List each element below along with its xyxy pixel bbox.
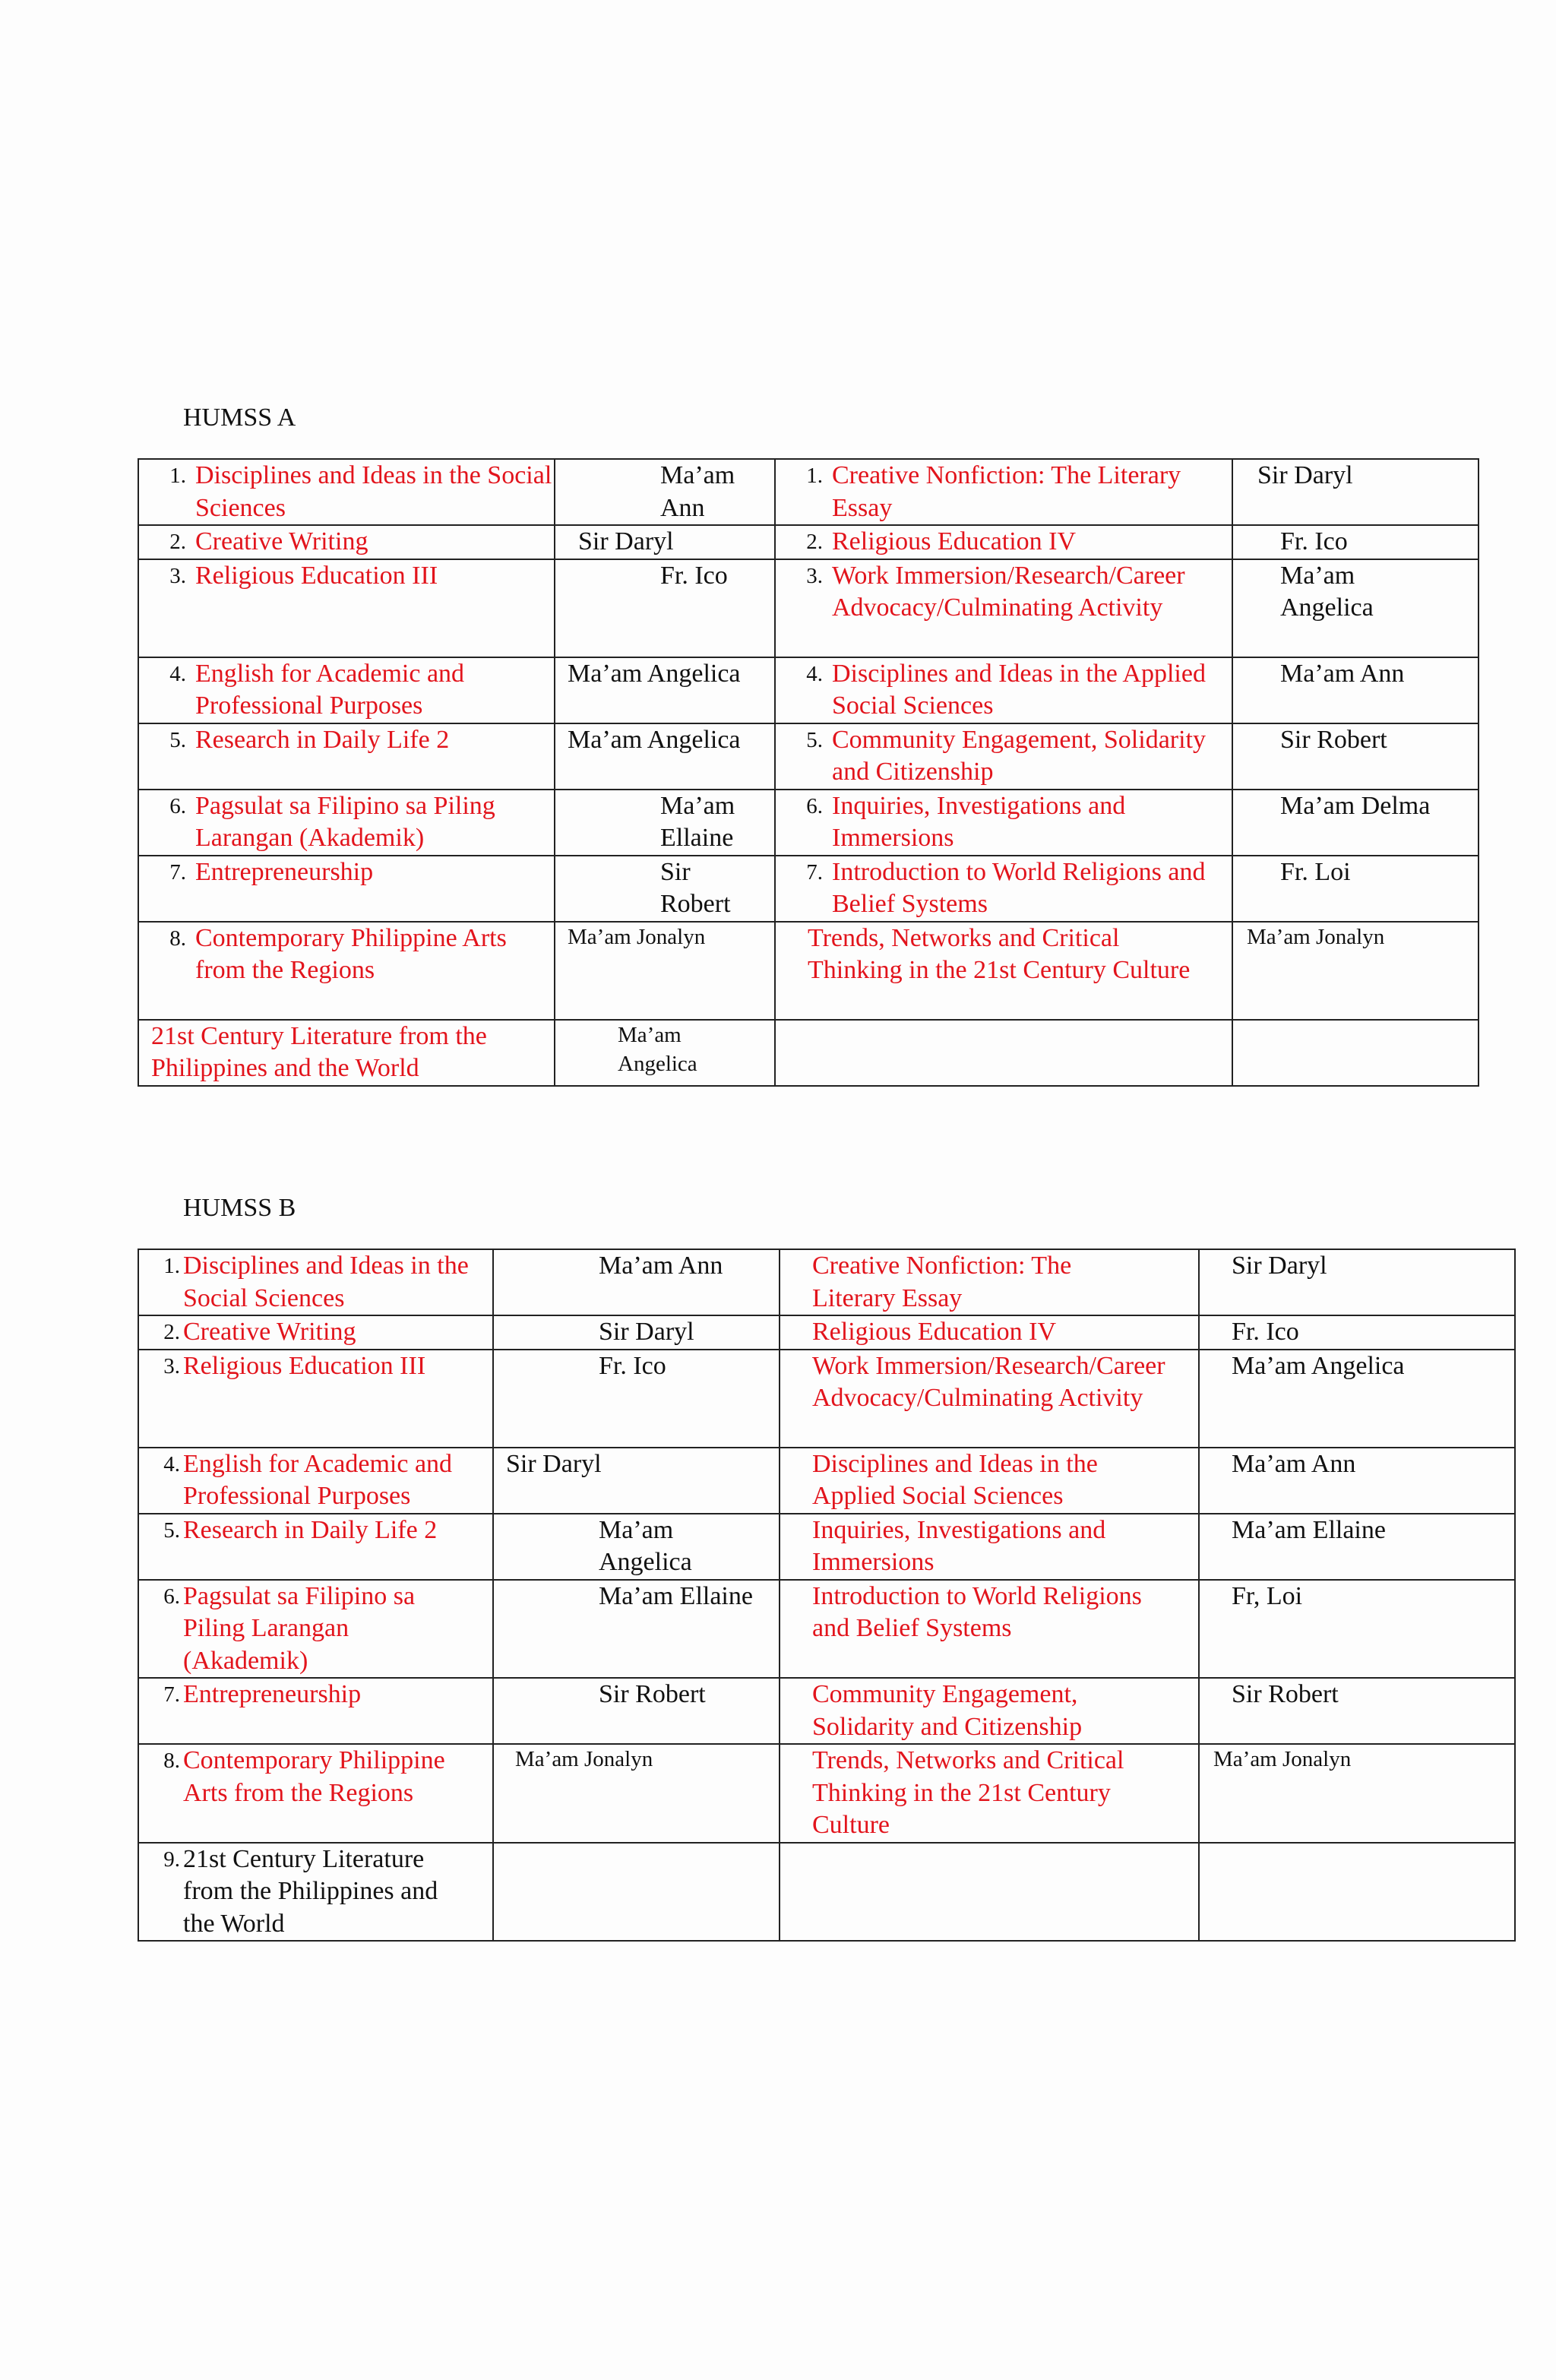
subject-name: Research in Daily Life 2: [183, 1515, 438, 1544]
table-row: [138, 1249, 1515, 1315]
subject-cell: 9. 21st Century Literature from the Philippines and the World: [138, 1843, 493, 1942]
humss-b-title: HUMSS B: [183, 1194, 296, 1222]
teacher-name: Ma’am Jonalyn: [1247, 924, 1385, 949]
teacher-name: Fr, Loi: [1232, 1581, 1303, 1610]
teacher-cell: [1232, 723, 1479, 790]
teacher-cell: [1232, 922, 1479, 1020]
subject-name: Research in Daily Life 2: [195, 725, 450, 754]
teacher-cell: [1199, 1580, 1515, 1679]
subject-cell: [780, 1514, 1199, 1580]
subject-cell: [780, 1744, 1199, 1843]
teacher-name: Ma’am Angelica: [1232, 1351, 1405, 1380]
subject-name: Trends, Networks and Critical Thinking in the 21st Century Culture: [808, 923, 1191, 984]
subject-cell: [780, 1580, 1199, 1679]
subject-name: Introduction to World Religions and Belief Systems: [832, 857, 1206, 918]
table-row: [138, 1580, 1515, 1679]
teacher-name: Sir Daryl: [1232, 1252, 1327, 1280]
teacher-cell: [555, 559, 775, 657]
subject-name: Entrepreneurship: [195, 857, 374, 886]
teacher-name: Sir Daryl: [599, 1318, 694, 1346]
table-row: [138, 723, 1479, 790]
subject-cell: 5. Research in Daily Life 2: [138, 1514, 493, 1580]
subject-cell: 7. Entrepreneurship: [138, 856, 555, 922]
teacher-name: Ma’am Jonalyn: [515, 1747, 653, 1771]
teacher-name: Fr. Ico: [1280, 527, 1348, 555]
subject-name: Religious Education III: [183, 1351, 426, 1380]
teacher-cell: [493, 1514, 780, 1580]
teacher-name: Ma’am Ann: [1280, 659, 1405, 688]
teacher-name: Ma’am Ann: [660, 461, 735, 522]
subject-cell: 3. Religious Education III: [138, 1350, 493, 1448]
subject-cell: 6. Inquiries, Investigations and Immersions: [775, 790, 1232, 856]
teacher-cell: [493, 1448, 780, 1514]
table-row: [138, 525, 1479, 559]
teacher-cell: [1199, 1249, 1515, 1315]
teacher-cell: [1199, 1350, 1515, 1448]
subject-cell: 1. Disciplines and Ideas in the Social Sciences: [138, 1249, 493, 1315]
teacher-cell: [1232, 657, 1479, 723]
subject-name: Entrepreneurship: [183, 1680, 362, 1708]
subject-name: Community Engagement, Solidarity and Citizenship: [832, 725, 1207, 786]
teacher-cell: [555, 525, 775, 559]
subject-name: Trends, Networks and Critical Thinking in the 21st Century Culture: [812, 1746, 1124, 1839]
teacher-cell: [493, 1350, 780, 1448]
teacher-name: Ma’am Ellaine: [660, 791, 735, 852]
subject-name: Disciplines and Ideas in the Social Sciences: [195, 461, 552, 522]
teacher-cell: [1199, 1448, 1515, 1514]
subject-cell: 7. Entrepreneurship: [138, 1678, 493, 1744]
table-row: [138, 856, 1479, 922]
humss-b-table: [138, 1249, 1516, 1942]
subject-cell: 2. Creative Writing: [138, 1315, 493, 1350]
subject-cell: [138, 1020, 555, 1086]
subject-cell: 6. Pagsulat sa Filipino sa Piling Larangan (Akademik): [138, 1580, 493, 1679]
teacher-name: Ma’am Angelica: [599, 1515, 692, 1576]
subject-cell: 3. Religious Education III: [138, 559, 555, 657]
subject-name: Inquiries, Investigations and Immersions: [832, 791, 1126, 852]
subject-name: Pagsulat sa Filipino sa Piling Larangan (Akademik): [195, 791, 495, 852]
teacher-name: Ma’am Angelica: [618, 1022, 697, 1076]
teacher-name: Sir Robert: [1232, 1680, 1339, 1708]
teacher-cell: [1232, 459, 1479, 525]
empty-cell: [1232, 1020, 1479, 1086]
table-row: [138, 1350, 1515, 1448]
subject-name: 21st Century Literature from the Philippines and the World: [183, 1844, 438, 1938]
subject-name: Contemporary Philippine Arts from the Regions: [195, 923, 507, 984]
teacher-cell: [1232, 525, 1479, 559]
teacher-cell: [493, 1744, 780, 1843]
table-row: [138, 1514, 1515, 1580]
teacher-cell: [555, 657, 775, 723]
table-row: [138, 922, 1479, 1020]
teacher-cell: [493, 1580, 780, 1679]
subject-cell: 8. Contemporary Philippine Arts from the Regions: [138, 1744, 493, 1843]
teacher-cell: [493, 1678, 780, 1744]
subject-cell: 2. Creative Writing: [138, 525, 555, 559]
teacher-cell: [555, 856, 775, 922]
subject-name: Religious Education IV: [812, 1318, 1057, 1346]
teacher-name: Ma’am Delma: [1280, 791, 1431, 820]
table-row: [138, 790, 1479, 856]
table-row: [138, 1448, 1515, 1514]
teacher-name: Ma’am Jonalyn: [568, 924, 706, 949]
table-row: [138, 1315, 1515, 1350]
subject-name: Disciplines and Ideas in the Applied Social Sciences: [812, 1449, 1098, 1510]
table-row: [138, 1843, 1515, 1942]
teacher-cell: [1232, 790, 1479, 856]
teacher-cell: [1199, 1315, 1515, 1350]
empty-cell: [493, 1843, 780, 1942]
subject-name: English for Academic and Professional Purposes: [183, 1449, 453, 1510]
teacher-name: Fr. Ico: [660, 561, 728, 590]
subject-cell: 4. English for Academic and Professional Purposes: [138, 1448, 493, 1514]
empty-cell: [1199, 1843, 1515, 1942]
teacher-cell: [1199, 1744, 1515, 1843]
teacher-name: Ma’am Ellaine: [599, 1581, 753, 1610]
subject-name: Pagsulat sa Filipino sa Piling Larangan (Akademik): [183, 1581, 416, 1675]
table-row: [138, 1020, 1479, 1086]
teacher-name: Sir Robert: [1280, 725, 1387, 754]
subject-name: Religious Education IV: [832, 527, 1077, 555]
humss-a-title: HUMSS A: [183, 404, 296, 432]
subject-name: Work Immersion/Research/Career Advocacy/Culminating Activity: [812, 1351, 1165, 1412]
subject-name: Disciplines and Ideas in the Social Sciences: [183, 1252, 469, 1312]
teacher-name: Fr. Loi: [1280, 857, 1351, 886]
subject-cell: [780, 1678, 1199, 1744]
subject-cell: [780, 1448, 1199, 1514]
subject-name: English for Academic and Professional Purposes: [195, 659, 465, 720]
subject-cell: [780, 1315, 1199, 1350]
table-row: [138, 657, 1479, 723]
teacher-name: Ma’am Jonalyn: [1213, 1747, 1352, 1771]
table-row: [138, 559, 1479, 657]
teacher-cell: [555, 790, 775, 856]
subject-cell: [780, 1249, 1199, 1315]
teacher-name: Ma’am Angelica: [568, 659, 741, 688]
teacher-cell: [493, 1315, 780, 1350]
humss-a-table: [138, 458, 1479, 1087]
subject-name: Inquiries, Investigations and Immersions: [812, 1515, 1106, 1576]
teacher-name: Fr. Ico: [1232, 1318, 1299, 1346]
teacher-name: Ma’am Ann: [599, 1252, 723, 1280]
subject-cell: 1. Creative Nonfiction: The Literary Essay: [775, 459, 1232, 525]
subject-name: Religious Education III: [195, 561, 438, 590]
subject-cell: [780, 1350, 1199, 1448]
table-row: [138, 1744, 1515, 1843]
teacher-cell: [1199, 1514, 1515, 1580]
teacher-name: Ma’am Ellaine: [1232, 1515, 1386, 1544]
subject-cell: 5. Community Engagement, Solidarity and Citizenship: [775, 723, 1232, 790]
subject-cell: 5. Research in Daily Life 2: [138, 723, 555, 790]
subject-name: Creative Nonfiction: The Literary Essay: [812, 1252, 1072, 1312]
subject-cell: 7. Introduction to World Religions and Belief Systems: [775, 856, 1232, 922]
teacher-cell: [555, 922, 775, 1020]
subject-name: Community Engagement, Solidarity and Citizenship: [812, 1680, 1083, 1741]
subject-cell: 4. English for Academic and Professional Purposes: [138, 657, 555, 723]
teacher-cell: [1232, 559, 1479, 657]
teacher-cell: [555, 723, 775, 790]
empty-cell: [780, 1843, 1199, 1942]
subject-name: Creative Writing: [183, 1318, 356, 1346]
subject-cell: 3. Work Immersion/Research/Career Advocacy/Culminating Activity: [775, 559, 1232, 657]
subject-cell: 8. Contemporary Philippine Arts from the Regions: [138, 922, 555, 1020]
subject-cell: 4. Disciplines and Ideas in the Applied Social Sciences: [775, 657, 1232, 723]
teacher-name: Ma’am Ann: [1232, 1449, 1356, 1478]
teacher-name: Ma’am Angelica: [568, 725, 741, 754]
teacher-name: Sir Daryl: [506, 1449, 602, 1478]
subject-cell: 6. Pagsulat sa Filipino sa Piling Larangan (Akademik): [138, 790, 555, 856]
teacher-name: Sir Daryl: [578, 527, 674, 555]
teacher-cell: [555, 1020, 775, 1086]
teacher-cell: [493, 1249, 780, 1315]
teacher-cell: [1199, 1678, 1515, 1744]
subject-cell: [775, 922, 1232, 1020]
teacher-cell: [1232, 856, 1479, 922]
teacher-name: Sir Robert: [599, 1680, 706, 1708]
subject-name: Work Immersion/Research/Career Advocacy/Culminating Activity: [832, 561, 1185, 622]
subject-name: Disciplines and Ideas in the Applied Social Sciences: [832, 659, 1206, 720]
teacher-name: Sir Daryl: [1257, 461, 1353, 489]
teacher-name: Fr. Ico: [599, 1351, 666, 1380]
subject-name: Contemporary Philippine Arts from the Regions: [183, 1746, 445, 1807]
teacher-name: Ma’am Angelica: [1280, 561, 1374, 622]
subject-name: Introduction to World Religions and Belief Systems: [812, 1581, 1142, 1642]
subject-name: 21st Century Literature from the Philippines and the World: [151, 1021, 487, 1082]
subject-cell: 2. Religious Education IV: [775, 525, 1232, 559]
teacher-cell: [555, 459, 775, 525]
table-row: [138, 459, 1479, 525]
subject-cell: 1. Disciplines and Ideas in the Social Sciences: [138, 459, 555, 525]
subject-name: Creative Nonfiction: The Literary Essay: [832, 461, 1181, 522]
teacher-name: Sir Robert: [660, 857, 731, 918]
subject-name: Creative Writing: [195, 527, 368, 555]
empty-cell: [775, 1020, 1232, 1086]
table-row: [138, 1678, 1515, 1744]
